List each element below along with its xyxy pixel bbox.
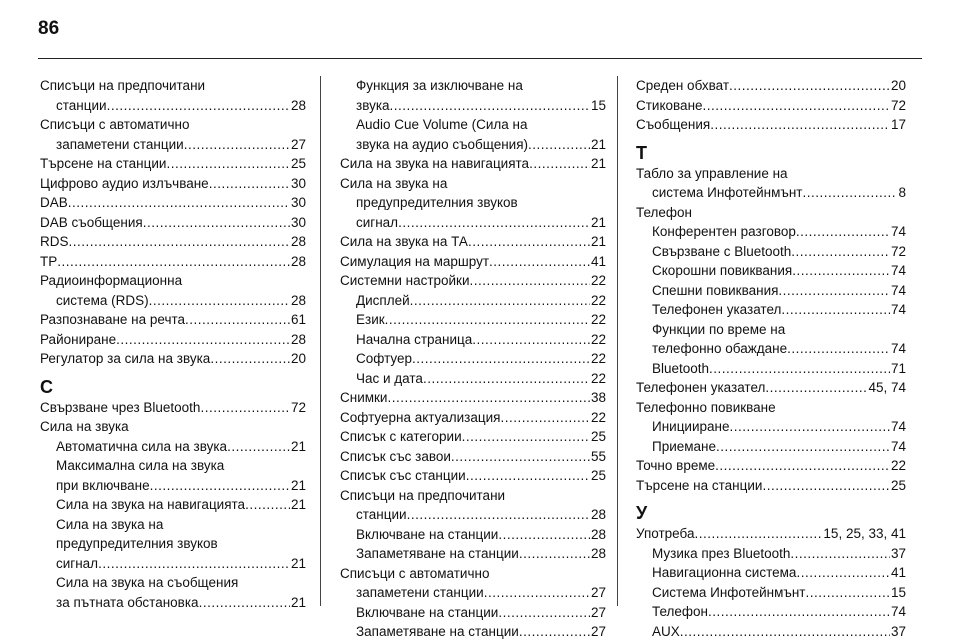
index-entry-line: Сила на звука на <box>340 175 448 191</box>
index-entry <box>340 369 606 389</box>
index-entry-line: предупредителния звуков <box>56 536 218 551</box>
index-entry-line: Списъци с автоматично <box>40 117 190 132</box>
index-entry <box>40 213 306 233</box>
index-column-1 <box>40 76 306 612</box>
index-entry-line: Списъци на предпочитани <box>40 78 206 93</box>
index-page-ref: 28 <box>290 331 306 347</box>
index-entry <box>40 291 306 311</box>
index-entry <box>636 242 906 262</box>
leader-dots <box>451 447 590 467</box>
leader-dots <box>787 339 890 359</box>
index-page-ref: 74 <box>890 302 906 317</box>
index-entry <box>340 271 606 291</box>
leader-dots <box>423 369 590 389</box>
leader-dots <box>398 213 590 233</box>
leader-dots <box>210 349 290 369</box>
leader-dots <box>407 505 590 525</box>
leader-dots <box>69 232 290 252</box>
index-page-ref: 41 <box>890 565 906 580</box>
leader-dots <box>709 359 890 379</box>
leader-dots <box>796 563 890 583</box>
index-entry-text: Употреба <box>636 526 695 541</box>
leader-dots <box>185 310 290 330</box>
index-entry-text: Включване на станции <box>356 526 499 542</box>
column-divider <box>320 76 321 606</box>
index-entry <box>636 300 906 320</box>
index-entry-text: Свързване с Bluetooth <box>652 243 792 259</box>
index-entry-text: RDS <box>40 234 69 249</box>
index-entry-text: Търсене на станции <box>636 477 763 493</box>
leader-dots <box>500 408 590 428</box>
index-page-ref: 41 <box>590 253 606 269</box>
leader-dots <box>245 495 290 515</box>
index-entry <box>340 408 606 428</box>
leader-dots <box>200 398 290 418</box>
leader-dots <box>729 76 890 96</box>
index-entry-text: Търсене на станции <box>40 156 167 171</box>
index-entry-text: Снимки <box>340 390 388 405</box>
index-page-ref: 22 <box>590 273 606 288</box>
index-entry <box>40 135 306 155</box>
index-entry-text: Системни настройки <box>340 273 470 288</box>
index-entry-text: Стиковане <box>636 97 703 113</box>
index-page-ref: 27 <box>590 604 606 620</box>
index-page-ref: 28 <box>590 546 606 561</box>
index-entry <box>40 193 306 213</box>
index-page-ref: 17 <box>890 117 906 132</box>
index-page-ref: 15, 25, 33, 41 <box>823 526 906 541</box>
index-page-ref: 61 <box>290 312 306 327</box>
index-page-ref: 38 <box>590 390 606 405</box>
index-page-ref: 21 <box>290 477 306 493</box>
header-rule <box>38 58 922 59</box>
index-entry <box>40 349 306 369</box>
index-entry-text: Приемане <box>652 438 717 454</box>
leader-dots <box>462 427 590 447</box>
index-page-ref: 25 <box>890 477 906 493</box>
index-page-ref: 74 <box>890 341 906 356</box>
index-entry-text: Начална страница <box>356 331 473 347</box>
index-entry <box>40 154 306 174</box>
index-entry <box>340 603 606 623</box>
index-entry-line: Audio Cue Volume (Сила на <box>356 117 528 132</box>
index-entry-text: Списък със станции <box>340 468 466 483</box>
leader-dots <box>694 524 822 544</box>
index-entry-text: Включване на станции <box>356 604 499 620</box>
index-page-ref: 21 <box>590 156 606 171</box>
index-entry-line: Максимална сила на звука <box>56 458 225 473</box>
index-page-ref: 74 <box>890 604 906 619</box>
leader-dots <box>98 554 290 574</box>
leader-dots <box>387 388 589 408</box>
leader-dots <box>468 232 590 252</box>
index-page-ref: 22 <box>590 409 606 425</box>
index-page-ref: 37 <box>890 545 906 561</box>
leader-dots <box>489 252 590 272</box>
leader-dots <box>528 135 590 155</box>
index-entry-text: DAB <box>40 195 68 210</box>
index-entry-text: сигнал <box>56 555 99 571</box>
index-entry <box>40 174 306 194</box>
leader-dots <box>680 622 890 642</box>
index-entry-text: Час и дата <box>356 370 423 386</box>
index-entry <box>636 115 906 135</box>
index-entry <box>340 622 606 642</box>
index-entry-text: Сила на звука на навигацията <box>56 497 246 512</box>
index-entry-text: Телефонен указател <box>652 302 782 317</box>
index-page-ref: 28 <box>290 97 306 113</box>
index-entry-text: Точно време <box>636 458 716 473</box>
index-column-2 <box>340 76 606 642</box>
leader-dots <box>529 154 590 174</box>
leader-dots <box>116 330 290 350</box>
index-entry <box>340 96 606 116</box>
leader-dots <box>708 602 890 622</box>
index-entry-text: Симулация на маршрут <box>340 253 490 269</box>
index-page-ref: 27 <box>290 136 306 152</box>
index-entry <box>340 252 606 272</box>
index-entry <box>636 524 906 544</box>
index-entry <box>340 154 606 174</box>
index-page-ref: 22 <box>590 312 606 327</box>
column-divider <box>617 76 618 606</box>
leader-dots <box>790 544 890 564</box>
index-entry-text: Списък с категории <box>340 429 462 444</box>
index-entry-text: Иницииране <box>652 419 730 434</box>
index-page-ref: 25 <box>590 468 606 483</box>
index-entry-text: DAB съобщения <box>40 214 143 230</box>
index-entry-text: TP <box>40 253 58 269</box>
index-entry-text: Спешни повиквания <box>652 282 779 298</box>
index-entry <box>40 495 306 515</box>
index-entry-text: Сила на звука на навигацията <box>340 156 530 171</box>
index-page-ref: 15 <box>890 584 906 600</box>
index-entry <box>340 291 606 311</box>
leader-dots <box>806 583 890 603</box>
leader-dots <box>390 96 590 116</box>
index-entry <box>340 349 606 369</box>
index-entry <box>340 388 606 408</box>
index-entry-text: Райониране <box>40 331 117 347</box>
index-entry-line: Табло за управление на <box>636 165 788 181</box>
leader-dots <box>710 115 890 135</box>
index-entry <box>340 135 606 155</box>
index-entry-text: Софтуер <box>356 351 413 366</box>
leader-dots <box>57 252 290 272</box>
index-page-ref: 72 <box>890 243 906 259</box>
leader-dots <box>412 349 590 369</box>
index-entry-text: Запаметяване на станции <box>356 624 519 639</box>
index-entry-text: Навигационна система <box>652 565 797 580</box>
index-entry-text: Разпознаване на речта <box>40 312 186 327</box>
index-entry-text: телефонно обаждане <box>652 341 788 356</box>
index-entry <box>40 593 306 613</box>
index-column-3 <box>636 76 906 641</box>
leader-dots <box>519 544 590 564</box>
index-entry <box>636 378 906 398</box>
index-entry <box>340 447 606 467</box>
index-entry <box>40 476 306 496</box>
leader-dots <box>781 300 890 320</box>
index-page-ref: 15 <box>590 97 606 113</box>
index-entry <box>636 76 906 96</box>
leader-dots <box>715 456 890 476</box>
index-page-ref: 28 <box>590 526 606 542</box>
leader-dots <box>791 242 890 262</box>
index-entry <box>636 563 906 583</box>
index-letter-heading: С <box>40 376 53 397</box>
index-entry-line: Телефонно повикване <box>636 399 776 415</box>
index-entry <box>636 339 906 359</box>
leader-dots <box>68 193 290 213</box>
index-entry-text: Софтуерна актуализация <box>340 409 501 425</box>
index-page-ref: 8 <box>898 185 906 200</box>
leader-dots <box>466 466 590 486</box>
index-entry <box>340 505 606 525</box>
index-entry <box>40 437 306 457</box>
index-entry <box>636 583 906 603</box>
index-entry <box>340 310 606 330</box>
index-page-ref: 21 <box>290 555 306 571</box>
index-page-ref: 74 <box>890 438 906 454</box>
index-page-ref: 25 <box>290 156 306 171</box>
index-entry <box>340 330 606 350</box>
index-entry-line: Функция за изключване на <box>356 78 523 93</box>
index-entry-text: Система Инфотейнмънт <box>652 584 806 600</box>
index-page-ref: 74 <box>890 263 906 278</box>
index-entry <box>636 417 906 437</box>
leader-dots <box>762 476 890 496</box>
index-entry <box>340 544 606 564</box>
index-entry-line: Телефон <box>636 204 693 220</box>
index-entry-text: система Инфотейнмънт <box>652 185 803 200</box>
index-entry-text: Скорошни повиквания <box>652 263 793 278</box>
index-entry-text: запаметени станции <box>356 585 484 600</box>
index-entry-line: Радиоинформационна <box>40 273 183 288</box>
index-entry <box>636 622 906 642</box>
index-entry <box>40 252 306 272</box>
index-page-ref: 74 <box>890 282 906 298</box>
index-entry <box>636 96 906 116</box>
index-entry-text: станции <box>356 507 407 522</box>
leader-dots <box>184 135 290 155</box>
leader-dots <box>472 330 590 350</box>
index-entry-line: Списъци с автоматично <box>340 565 490 581</box>
leader-dots <box>703 96 890 116</box>
index-entry <box>636 222 906 242</box>
index-entry <box>40 330 306 350</box>
index-page-ref: 21 <box>590 136 606 152</box>
index-entry <box>340 525 606 545</box>
index-page-ref: 55 <box>590 448 606 464</box>
index-entry-text: Конферентен разговор <box>652 224 796 239</box>
index-entry-text: Съобщения <box>636 117 711 132</box>
index-page-ref: 22 <box>890 458 906 473</box>
index-entry-text: Списък със завои <box>340 448 451 464</box>
leader-dots <box>484 583 590 603</box>
index-entry-text: звука на аудио съобщения) <box>356 136 529 152</box>
leader-dots <box>410 291 590 311</box>
index-entry <box>340 232 606 252</box>
index-page-ref: 20 <box>890 78 906 93</box>
index-entry <box>636 456 906 476</box>
leader-dots <box>498 603 590 623</box>
leader-dots <box>498 525 590 545</box>
index-entry-text: система (RDS) <box>56 292 149 308</box>
leader-dots <box>385 310 590 330</box>
index-entry <box>636 437 906 457</box>
index-entry <box>40 398 306 418</box>
leader-dots <box>143 213 290 233</box>
index-entry <box>636 544 906 564</box>
index-entry-text: звука <box>356 97 390 113</box>
index-entry <box>340 583 606 603</box>
leader-dots <box>227 437 290 457</box>
index-page-ref: 71 <box>890 360 906 376</box>
index-entry <box>340 427 606 447</box>
index-entry-line: Сила на звука <box>40 419 129 434</box>
leader-dots <box>199 593 290 613</box>
index-page-ref: 74 <box>890 419 906 434</box>
index-page-ref: 21 <box>290 497 306 512</box>
index-page-ref: 28 <box>290 234 306 249</box>
leader-dots <box>792 261 890 281</box>
index-entry <box>636 261 906 281</box>
index-entry-text: Среден обхват <box>636 78 730 93</box>
leader-dots <box>166 154 290 174</box>
index-entry-text: Дисплей <box>356 292 410 308</box>
index-entry-line: Функции по време на <box>652 321 786 337</box>
index-entry-text: за пътната обстановка <box>56 594 199 610</box>
index-entry-text: Телефонен указател <box>636 380 766 395</box>
leader-dots <box>796 222 890 242</box>
index-entry <box>636 183 906 203</box>
index-entry-line: Сила на звука на <box>56 516 164 532</box>
leader-dots <box>765 378 867 398</box>
index-entry-text: Телефон <box>652 604 709 619</box>
index-page-ref: 22 <box>590 331 606 347</box>
leader-dots <box>778 281 890 301</box>
index-page-ref: 28 <box>590 507 606 522</box>
index-entry-text: AUX <box>652 623 680 639</box>
index-letter-heading: Т <box>636 142 647 163</box>
index-entry-text: Музика през Bluetooth <box>652 545 791 561</box>
index-page-ref: 21 <box>290 438 306 454</box>
index-entry-text: запаметени станции <box>56 136 184 152</box>
index-entry <box>340 466 606 486</box>
index-entry-text: сигнал <box>356 214 399 230</box>
index-entry-text: Свързване чрез Bluetooth <box>40 399 201 415</box>
index-entry <box>636 281 906 301</box>
index-entry-line: Сила на звука на съобщения <box>56 575 239 590</box>
page-number: 86 <box>38 18 60 39</box>
index-page-ref: 45, 74 <box>868 380 906 395</box>
index-page-ref: 30 <box>290 195 306 210</box>
index-page-ref: 72 <box>290 399 306 415</box>
index-page-ref: 27 <box>590 585 606 600</box>
index-entry-line: предупредителния звуков <box>356 195 518 210</box>
index-page-ref: 27 <box>590 624 606 639</box>
index-page-ref: 74 <box>890 224 906 239</box>
index-page-ref: 22 <box>590 370 606 386</box>
leader-dots <box>470 271 590 291</box>
index-entry <box>636 476 906 496</box>
index-page-ref: 28 <box>290 292 306 308</box>
index-entry-text: при включване <box>56 477 150 493</box>
index-letter-heading: У <box>636 503 648 523</box>
index-entry <box>636 602 906 622</box>
index-entry-text: Автоматична сила на звука <box>56 438 228 454</box>
leader-dots <box>150 476 290 496</box>
index-page-ref: 28 <box>290 253 306 269</box>
index-entry-text: Запаметяване на станции <box>356 546 519 561</box>
index-page-ref: 21 <box>590 234 606 249</box>
index-entry-text: Регулатор за сила на звука <box>40 351 211 366</box>
index-page-ref: 21 <box>590 214 606 230</box>
leader-dots <box>730 417 890 437</box>
leader-dots <box>107 96 290 116</box>
index-entry <box>40 554 306 574</box>
index-entry <box>636 359 906 379</box>
index-page-ref: 21 <box>290 594 306 610</box>
index-entry-text: Bluetooth <box>652 360 710 376</box>
index-page-ref: 22 <box>590 292 606 308</box>
leader-dots <box>519 622 590 642</box>
leader-dots <box>716 437 890 457</box>
index-entry <box>340 213 606 233</box>
index-entry <box>40 96 306 116</box>
index-entry-text: Сила на звука на ТА <box>340 234 468 249</box>
index-page-ref: 37 <box>890 623 906 639</box>
index-entry <box>40 310 306 330</box>
index-page-ref: 20 <box>290 351 306 366</box>
index-entry-text: станции <box>56 97 107 113</box>
index-page-ref: 30 <box>290 214 306 230</box>
index-page-ref: 72 <box>890 97 906 113</box>
index-page-ref: 22 <box>590 351 606 366</box>
index-entry-text: Език <box>356 312 385 327</box>
leader-dots <box>803 183 898 203</box>
index-page-ref: 30 <box>290 175 306 191</box>
leader-dots <box>209 174 290 194</box>
leader-dots <box>149 291 290 311</box>
index-entry <box>40 232 306 252</box>
index-entry-line: Списъци на предпочитани <box>340 487 506 503</box>
index-entry-text: Цифрово аудио излъчване <box>40 175 209 191</box>
index-page-ref: 25 <box>590 429 606 444</box>
